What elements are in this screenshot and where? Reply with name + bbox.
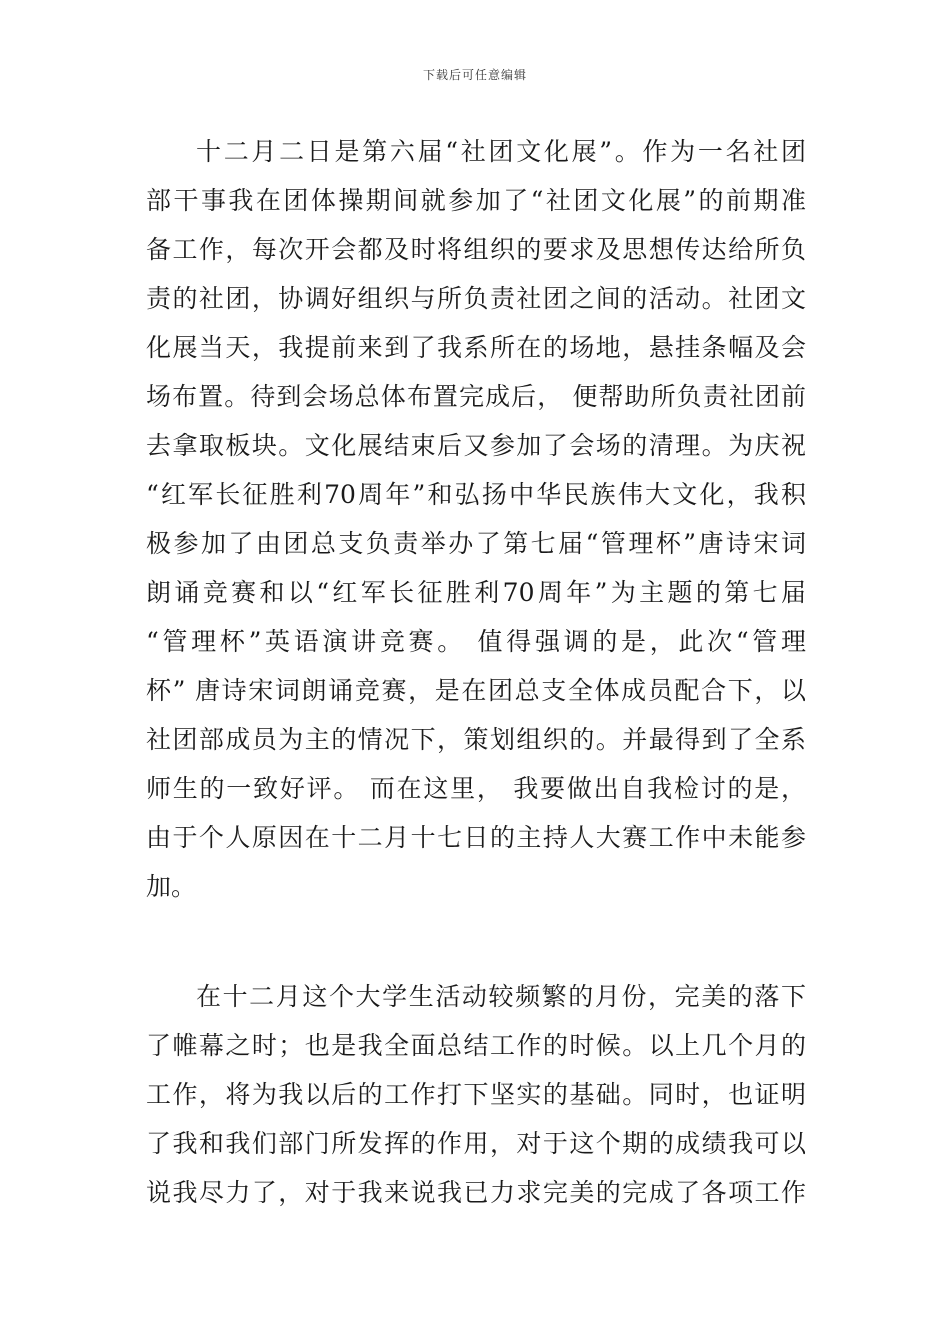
text-line: 部干事我在团体操期间就参加了“社团文化展”的前期准	[146, 186, 806, 215]
text-line: “管理杯”英语演讲竞赛。 值得强调的是，此次“管理	[146, 627, 806, 656]
text-line: 备工作，每次开会都及时将组织的要求及思想传达给所负	[146, 235, 806, 264]
text-line: 了帷幕之时；也是我全面总结工作的时候。以上几个月的	[146, 1031, 806, 1060]
text-line: 杯” 唐诗宋词朗诵竞赛，是在团总支全体成员配合下，以	[146, 676, 806, 705]
text-line: 责的社团，协调好组织与所负责社团之间的活动。社团文	[146, 284, 806, 313]
text-line: 朗诵竞赛和以“红军长征胜利70周年”为主题的第七届	[146, 578, 806, 607]
text-line: 了我和我们部门所发挥的作用，对于这个期的成绩我可以	[146, 1129, 806, 1158]
text-line: 去拿取板块。文化展结束后又参加了会场的清理。为庆祝	[146, 431, 806, 460]
paragraph-1	[146, 127, 806, 911]
paragraph-2	[146, 972, 806, 1217]
page-header: 下载后可任意编辑	[422, 68, 527, 82]
text-line: 由于个人原因在十二月十七日的主持人大赛工作中未能参	[146, 823, 806, 852]
text-line: 加。	[146, 872, 197, 901]
text-line: 场布置。待到会场总体布置完成后， 便帮助所负责社团前	[146, 382, 806, 411]
text-line: 十二月二日是第六届“社团文化展”。作为一名社团	[196, 137, 806, 166]
text-line: 在十二月这个大学生活动较频繁的月份，完美的落下	[196, 982, 806, 1011]
text-line: 化展当天，我提前来到了我系所在的场地，悬挂条幅及会	[146, 333, 806, 362]
text-line: 师生的一致好评。 而在这里， 我要做出自我检讨的是，	[146, 774, 806, 803]
text-line: 说我尽力了，对于我来说我已力求完美的完成了各项工作	[146, 1178, 806, 1207]
text-line: 工作，将为我以后的工作打下坚实的基础。同时，也证明	[146, 1080, 806, 1109]
text-line: “红军长征胜利70周年”和弘扬中华民族伟大文化，我积	[146, 480, 806, 509]
text-line: 极参加了由团总支负责举办了第七届“管理杯”唐诗宋词	[146, 529, 806, 558]
text-line: 社团部成员为主的情况下，策划组织的。并最得到了全系	[146, 725, 806, 754]
